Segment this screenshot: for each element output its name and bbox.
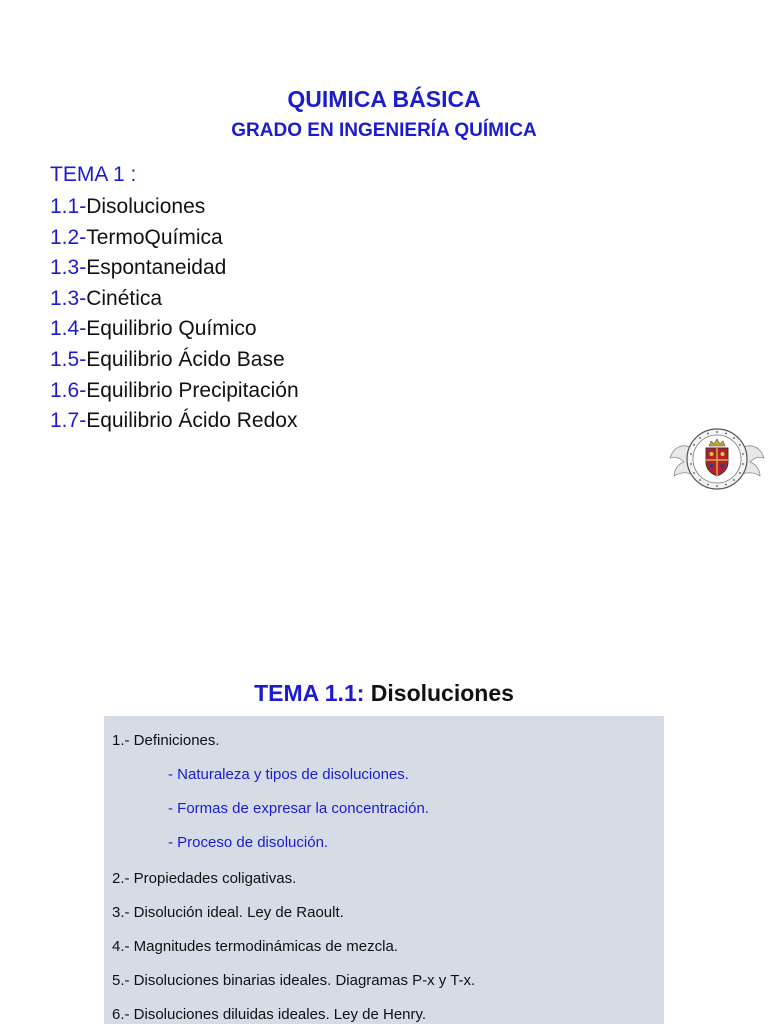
topic-number: 1.3- [50, 286, 87, 310]
topic-list [50, 192, 299, 437]
contents-item: 4.- Magnitudes termodinámicas de mezcla. [112, 938, 398, 955]
topic-item [50, 192, 299, 223]
contents-item: 1.- Definiciones. [112, 732, 220, 749]
topic-label: Equilibrio Químico [86, 317, 257, 341]
topic-item [50, 376, 299, 407]
course-title: QUIMICA BÁSICA [287, 86, 481, 112]
topic-label: Disoluciones [86, 195, 206, 218]
contents-subitem: - Formas de expresar la concentración. [168, 800, 429, 817]
topic-number: 1.7- [50, 409, 87, 433]
university-seal-icon [666, 412, 768, 504]
topic-number: 1.4- [50, 317, 87, 341]
contents-box [104, 716, 664, 1024]
topic-item [50, 406, 299, 437]
topic-label: TermoQuímica [86, 225, 223, 249]
topic-item [50, 253, 299, 284]
topic-label: Equilibrio Ácido Base [86, 347, 285, 371]
topic-number: 1.1- [50, 195, 87, 218]
tema-1-1-title [0, 680, 768, 707]
topic-number: 1.2- [50, 225, 87, 249]
topic-label: Espontaneidad [86, 256, 227, 280]
topic-item [50, 284, 299, 315]
contents-item: 3.- Disolución ideal. Ley de Raoult. [112, 904, 344, 921]
tema-1-1-main: Disoluciones [370, 680, 514, 706]
topic-label: Equilibrio Ácido Redox [86, 409, 298, 433]
topic-number: 1.3- [50, 256, 87, 280]
course-subtitle: GRADO EN INGENIERÍA QUÍMICA [231, 120, 537, 141]
topic-item [50, 345, 299, 376]
contents-item: 2.- Propiedades coligativas. [112, 870, 297, 887]
contents-subitem: - Proceso de disolución. [168, 834, 329, 851]
tema-1-1-prefix: TEMA 1.1: [254, 680, 365, 706]
topic-label: Cinética [86, 286, 163, 310]
contents-item: 6.- Disoluciones diluidas ideales. Ley de Henry. [112, 1006, 427, 1023]
topic-item [50, 314, 299, 345]
contents-item: 5.- Disoluciones binarias ideales. Diagramas P-x y T-x. [112, 972, 476, 989]
topic-number: 1.5- [50, 347, 87, 371]
contents-subitem: - Naturaleza y tipos de disoluciones. [168, 766, 409, 783]
topic-label: Equilibrio Precipitación [86, 378, 299, 402]
topic-item [50, 223, 299, 254]
topic-number: 1.6- [50, 378, 87, 402]
tema-heading: TEMA 1 : [50, 163, 137, 186]
